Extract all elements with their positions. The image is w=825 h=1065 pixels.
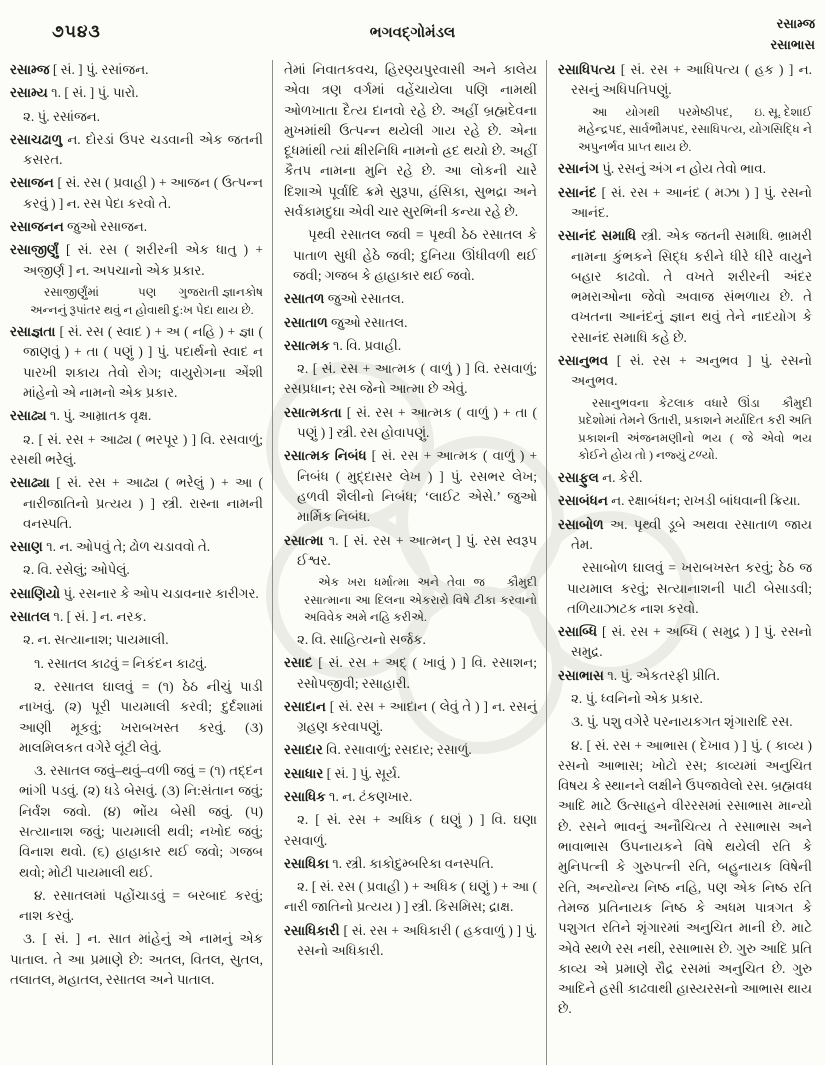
dictionary-paragraph: ૨. [ સં. રસ + આઢ્ય ( ભરપૂર ) ] વિ. રસવાળું; રસથી ભરેલું. (10, 431, 263, 467)
dictionary-paragraph: ઇ. સૂ. દેશાઈ આ યોગથી પરમેષ્ઠીપદ, મહેન્દ્રપદ, સાર્વભૌમપદ, રસાધિપત્ય, યોગસિદ્ધિ ને અપુનર્ભવ પ્રાપ્ત થાય છે. (578, 104, 812, 154)
headword: રસાઢ્યા (10, 475, 57, 491)
dictionary-entry: રસાફુલ ન. કેરી. (558, 470, 643, 486)
headword: રસાનંદ સમાધિ (558, 228, 641, 244)
headword: રસાધિકારી (284, 922, 344, 938)
dictionary-entry: રસાણ ૧. ન. ઓપવું તે; ઢોળ ચડાવવો તે. (10, 539, 211, 555)
dictionary-paragraph: કૌમુદી રસાનુભવના કેટલાક વધારે ઊંડા પ્રદેશોમાં તેમને ઉતારી, પ્રકાશને મર્યાદિત કરી અતિ પ્રકાશની અંજનમણીનો ભય ( જે એવો ભય કોઈને હોય તો ) નજ્યું ટળ્યો. (578, 395, 812, 463)
dictionary-paragraph: ૩. પું. પશુ વગેરે પરનાયકગત શૃંગારાદિ રસ. (571, 714, 793, 730)
dictionary-entry: રસામ્જ [ સં. ] પું. રસાંજન. (10, 62, 149, 77)
dictionary-paragraph: ૩. રસાતલ જવું–થવું–વળી જવું = (૧) તદ્દન ભાંગી પડવું. (૨) ધડે બેસવું. (૩) નિ:સંતાન જવું; નિર્વંશ જવો. (૪) ભોંય બેસી જવું. (૫) સત્યાનાશ જવું; પાયમાલી થવી; નખોદ જવું; વિનાશ થવો. (૬) હાહાકાર થઈ જવો; ગજબ થવો; મોટી પાયમાલી થઈ. (19, 763, 263, 880)
dictionary-paragraph: કૌમુદી એક ખરા ધર્માત્મા અને તેવા જ રસાત્માના આ દિલના એકરારો વિષે ટીકા કરવાનો અવિવેક અમે નહિ કરીએ. (304, 575, 537, 625)
headword: રસાબ્ધિ (558, 624, 602, 640)
dictionary-entry: રસાઢ્ય ૧. પું. આમ્રાતક વૃક્ષ. (10, 408, 152, 424)
guide-word-last: રસાભાસ (770, 37, 815, 52)
column-3 (546, 60, 821, 1065)
headword: રસામ્જ (10, 62, 53, 77)
dictionary-entry: રસાનંદ સમાધિ સ્ત્રી. એક જતની સમાધિ. ભ્રામરી નામના કુંભકને સિદ્ધ કરીને ધીરે ધીરે વાયુને બહાર કાઢવો. તે વખતે શરીરની અંદર ભમરાઓના જેવો અવાજ સંભળાય છે. તે વખતના આનંદનું જ્ઞાન થવું તેને નાદયોગ કે રસાનંદ સમાધિ કહે છે. (558, 228, 812, 345)
dictionary-entry: રસાતાળ જુઓ રસાતલ. (284, 314, 408, 330)
dictionary-entry: રસાજ્ઞતા [ સં. રસ ( સ્વાદ ) + અ ( નહિ ) + જ્ઞા ( જાણવું ) + તા ( પણું ) ] પું. પદાર્થનો સ્વાદ ન પારખી શકાય તેવો રોગ; વાયુરોગના એંશી માંહેનો એ નામનો એક પ્રકાર. (10, 324, 263, 401)
headword: રસાધાર (284, 765, 327, 781)
dictionary-paragraph: તેમાં નિવાતકવચ, હિરણ્યપુરવાસી અને કાલેય એવા ત્રણ વર્ગમાં વહેંચાયેલા પણિ નામથી ઓળખાતા દૈત્ય દાનવો રહે છે. અહીં બ્રહ્મદેવના મુખમાંથી ઉત્પન્ન થયેલી ગાય રહે છે. એના દૂધમાંથી ત્યાં ક્ષીરનિધિ નામનો હ્રદ થયો છે. અહીં કૈતપ નામના મુનિ રહે છે. આ લોકની ચારે દિશાએ પૂર્વાદિ ક્રમે સુરૂપા, હંસિકા, સુભદ્રા અને સર્વકામદુઘા એવી ચાર સુરભિની કન્યા રહે છે. (284, 62, 537, 220)
headword: રસાત્મક (284, 337, 333, 353)
dictionary-paragraph: ૨. રસાતલ ઘાલવું = (૧) ઠેઠ નીચું પાડી નાખવું. (૨) પૂરી પાયમાલી કરવી; દુર્દશામાં આણી મૂકવું; ખરાબખસ્ત કરવું. (૩) માલમિલકત વગેરે લૂંટી લેવું. (19, 678, 263, 755)
dictionary-paragraph: ૨. [ સં. રસ + અધિક ( ઘણું ) ] વિ. ઘણા રસવાળું. (284, 812, 537, 848)
headword: રસાજનન (10, 219, 68, 235)
dictionary-entry: રસાચઢાળુ ન. દોરડાં ઉપર ચડવાની એક જતની કસરત. (10, 131, 263, 168)
page-number: ૭૫૪૩ (52, 22, 101, 41)
dictionary-paragraph: ૪. [ સં. રસ + આભાસ ( દેખાવ ) ] પું. ( કાવ્ય ) રસનો આભાસ; ખોટો રસ; કાવ્યમાં અનુચિત વિષય કે સ્થાનને લક્ષીને ઉપજાવેલો રસ. બ્રહ્મવધ આદિ માટે ઉત્સાહને વીરરસમાં રસાભાસ માન્યો છે. રસને ભાવનું અનૌચિત્ય તે રસાભાસ અને ભાવાભાસ ઉપનાયકને વિષે થયેલી રતિ કે મુનિપત્ની કે ગુરુપત્ની રતિ, બહુનાયક વિષેની રતિ, અન્યોન્ય નિષ્ઠ નહિ, પણ એક નિષ્ઠ રતિ તેમજ પ્રતિનાયક નિષ્ઠ કે અધમ પાત્રગત કે પશુગત રતિને શૃંગારમાં અનુચિત માની છે. માટે એવે સ્થળે રસ નથી, રસાભાસ છે. ગુરુ આદિ પ્રતિ કાવ્ય એ પ્રમાણે રૌદ્ર રસમાં અનુચિત છે. ગુરુ આદિને હસી કાઢવાથી હાસ્યરસનો આભાસ થાય છે. (558, 737, 812, 1017)
dictionary-entry: રસાત્મક નિબંધ [ સં. રસ + આત્મક ( વાળું ) + નિબંધ ( મુદ્દાસર લેખ ) ] પું. રસભર લેખ; હળવી શૈલીનો નિબંધ; ‘લાઈટ એસે.’ જુઓ માર્મિક નિબંધ. (284, 448, 537, 525)
quote-source: કૌમુદી (781, 395, 812, 410)
headword: રસાદ (284, 655, 319, 671)
column-1 (10, 60, 272, 1065)
headword: રસાત્મક નિબંધ (284, 448, 372, 464)
headword: રસાબંધન (558, 493, 612, 509)
dictionary-entry: રસાતલ ૧. [ સં. ] ન. નરક. (10, 609, 147, 625)
guide-words (770, 13, 815, 55)
column-2 (272, 60, 546, 1065)
book-title: ભગવદ્ગોમંડલ (369, 25, 456, 41)
dictionary-entry: રસામ્ય ૧. [ સં. ] પું. પારો. (10, 85, 139, 101)
headword: રસાનુભવ (558, 353, 617, 369)
headword: રસાતાળ (284, 314, 332, 330)
headword: રસાજન (10, 175, 58, 191)
headword: રસાજ્ઞતા (10, 324, 60, 340)
dictionary-entry: રસાનંગ પું. રસનું અંગ ન હોય તેવો ભાવ. (558, 161, 766, 177)
headword: રસાબોળ (558, 516, 610, 532)
headword: રસાજીર્ણું (10, 242, 66, 258)
quote-source: ગુજરાતી જ્ઞાનકોષ (178, 284, 263, 299)
dictionary-paragraph: પૃથ્વી રસાતલ જવી = પૃથ્વી ઠેઠ રસાતલ કે પાતાળ સુધી હેઠે જવી; દુનિયા ઊંધીવળી થઈ જવી; ગજબ કે હાહાકાર થઈ જવો. (293, 227, 537, 283)
dictionary-entry: રસાધિકારી [ સં. રસ + અધિકારી ( હકવાળું ) ] પું. રસનો અધિકારી. (284, 922, 537, 959)
dictionary-entry: રસાધિકા ૧. સ્ત્રી. કાકોદુમ્બરિકા વનસ્પતિ. (284, 855, 494, 871)
headword: રસાદાન (284, 698, 330, 714)
headword: રસાત્મા (284, 532, 329, 548)
dictionary-entry: રસાઢ્યા [ સં. રસ + આઢ્ય ( ભરેલું ) + આ ( નારીજાતિનો પ્રત્યય ) ] સ્ત્રી. રાસ્ના નામની વનસ્પતિ. (10, 475, 264, 531)
headword: રસાધિકા (284, 855, 333, 871)
dictionary-paragraph: ૨. [ સં. રસ ( પ્રવાહી ) + અધિક ( ઘણું ) + આ ( નારી જાતિનો પ્રત્યય ) ] સ્ત્રી. કિસમિસ; દ્રાક્ષ. (284, 879, 537, 915)
headword: રસાભાસ (558, 667, 608, 683)
dictionary-entry: રસાદ [ સં. રસ + અદ્ ( ખાવું ) ] વિ. રસાશન; રસોપજીવી; રસાહારી. (284, 655, 538, 691)
dictionary-paragraph: ગુજરાતી જ્ઞાનકોષ રસાજીર્ણુંમાં પણ અન્નનું રૂપાંતર થવું ન હોવાથી દુ:ખ પેદા થાય છે. (30, 284, 263, 317)
headword: રસાધિપત્ય (558, 62, 621, 77)
headword: રસામ્ય (10, 85, 52, 101)
dictionary-paragraph: ૨. વિ. સાહિત્યનો સર્જક. (297, 631, 426, 647)
headword: રસાતળ (284, 291, 328, 307)
headword: રસાનંદ (558, 184, 602, 200)
dictionary-entry: રસાણિયો પું. રસનાર કે ઓપ ચડાવનાર કારીગર. (10, 585, 259, 601)
dictionary-entry: રસાબોળ અ. પૃથ્વી ડૂબે અથવા રસાતાળ જાય તેમ. (558, 516, 812, 552)
dictionary-entry: રસાનંદ [ સં. રસ + આનંદ ( મઝા ) ] પું. રસનો આનંદ. (558, 184, 812, 220)
dictionary-paragraph: ૧. રસાતલ કાઢવું = નિકંદન કાઢવું. (34, 655, 207, 671)
headword: રસાફુલ (558, 470, 603, 486)
headword: રસાદાર (284, 742, 327, 758)
headword: રસાતલ (10, 609, 54, 625)
dictionary-entry: રસાનુભવ [ સં. રસ + અનુભવ ] પું. રસનો અનુભવ. (558, 353, 812, 389)
dictionary-paragraph: ૨. પું. રસાંજન. (23, 108, 100, 124)
dictionary-entry: રસાધિક ૧. ન. ટંકણખાર. (284, 788, 413, 804)
dictionary-entry: રસાત્મા ૧. [ સં. રસ + આત્મન્ ] પું. રસ સ્વરૂપ ઈશ્વર. (284, 532, 538, 568)
quote-source: ઇ. સૂ. દેશાઈ (754, 104, 812, 119)
dictionary-entry: રસાભાસ ૧. પું. એકતરફી પ્રીતિ. (558, 667, 720, 683)
dictionary-entry: રસાત્મકતા [ સં. રસ + આત્મક ( વાળું ) + તા ( પણું ) ] સ્ત્રી. રસ હોવાપણું. (284, 404, 537, 441)
dictionary-entry: રસાધાર [ સં. ] પું. સૂર્ય. (284, 765, 401, 781)
dictionary-paragraph: ૨. પું. ધ્વનિનો એક પ્રકાર. (571, 690, 703, 706)
dictionary-entry: રસાબંધન ન. રક્ષાબંધન; રાખડી બાંધવાની ક્રિયા. (558, 493, 801, 509)
headword: રસાણ (10, 539, 47, 555)
dictionary-paragraph: ૨. ન. સત્યાનાશ; પાયમાલી. (23, 632, 169, 648)
dictionary-entry: રસાધિપત્ય [ સં. રસ + આધિપત્ય ( હક ) ] ન. રસનું અધિપતિપણું. (558, 62, 812, 98)
dictionary-entry: રસાતળ જુઓ રસાતલ. (284, 291, 405, 307)
dictionary-entry: રસાદાન [ સં. રસ + આદાન ( લેવું તે ) ] ન. રસનું ગ્રહણ કરવાપણું. (284, 698, 537, 735)
headword: રસાણિયો (10, 585, 64, 601)
columns-container (10, 60, 821, 1065)
headword: રસાધિક (284, 788, 329, 804)
dictionary-entry: રસાદાર વિ. રસાવાળું; રસદાર; રસાળું. (284, 742, 472, 758)
dictionary-entry: રસાજનન જુઓ રસાજન. (10, 219, 148, 235)
quote-source: કૌમુદી (506, 575, 537, 590)
headword: રસાચઢાળુ (10, 131, 68, 147)
dictionary-entry: રસાત્મક ૧. વિ. પ્રવાહી. (284, 337, 402, 353)
dictionary-paragraph: ૨. [ સં. રસ + આત્મક ( વાળું ) ] વિ. રસવાળું; રસપ્રધાન; રસ જેનો આત્મા છે એવું. (284, 361, 537, 397)
headword: રસાનંગ (558, 161, 603, 177)
dictionary-paragraph: ૩. [ સં. ] ન. સાત માંહેનું એ નામનું એક પાતાલ. તે આ પ્રમાણે છે: અતલ, વિતલ, સુતલ, તલાતલ, મહાતલ, રસાતલ અને પાતાલ. (10, 931, 263, 988)
dictionary-entry: રસાબ્ધિ [ સં. રસ + અબ્ધિ ( સમુદ્ર ) ] પું. રસનો સમુદ્ર. (558, 624, 812, 660)
dictionary-entry: રસાજીર્ણું [ સં. રસ ( શરીરની એક ધાતુ ) + અજીર્ણ ] ન. અપચાનો એક પ્રકાર. (10, 242, 263, 278)
dictionary-paragraph: રસાબોળ ઘાલવું = ખરાબખસ્ત કરવું; ઠેઠ જ પાયમાલ કરવું; સત્યાનાશની પાટી બેસાડવી; તળિયાઝાટક નાશ કરવો. (567, 560, 812, 616)
headword: રસાઢ્ય (10, 408, 50, 424)
dictionary-paragraph: ૨. વિ. રસેલું; ઓપેલું. (23, 562, 130, 578)
guide-word-first: રસામ્જ (776, 16, 815, 31)
headword: રસાત્મકતા (284, 404, 347, 420)
dictionary-entry: રસાજન [ સં. રસ ( પ્રવાહી ) + આજન ( ઉત્પન્ન કરવું ) ] ન. રસ પેદા કરવો તે. (10, 175, 263, 211)
dictionary-paragraph: ૪. રસાતલમાં પહોંચાડવું = બરબાદ કરવું; નાશ કરવું. (19, 887, 263, 924)
